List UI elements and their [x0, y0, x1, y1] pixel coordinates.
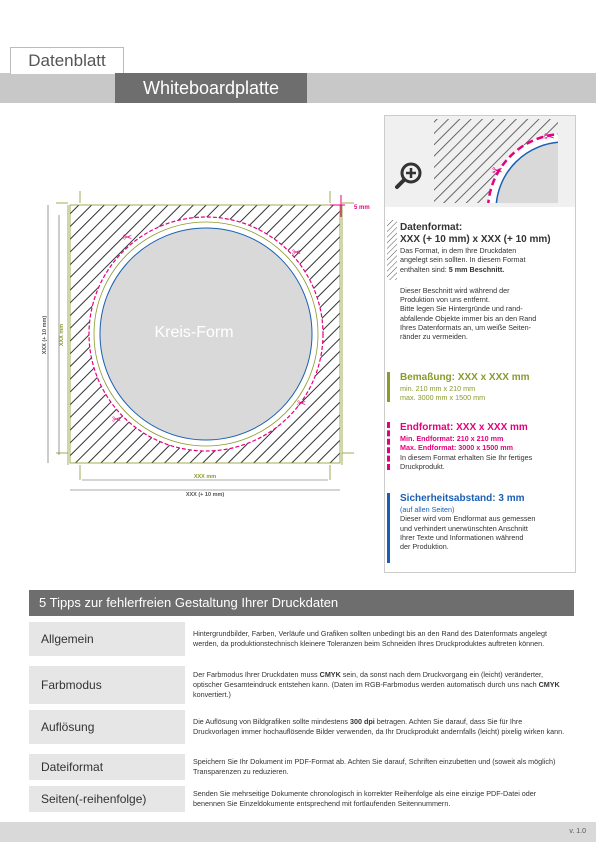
beschnitt-line-4: abfallende Objekte immer bis an den Rand: [400, 313, 537, 323]
sicherheit-line-4: der Produktion.: [400, 542, 449, 552]
zoom-icon: [397, 164, 420, 187]
tip-text: Hintergrundbilder, Farben, Verläufe und Grafiken sollten unbedingt bis an den Rand des Datenformats angelegt werden, da produktionstechnisch kleinere Toleranzen beim Schneiden Ihres Druckproduktes auftreten können.: [193, 629, 548, 648]
scissor-icon: ✂: [292, 246, 302, 259]
width-outer-label: XXX (+ 10 mm): [185, 492, 225, 498]
bemassung-title: Bemaßung: XXX x XXX mm: [400, 372, 530, 383]
datenformat-size: XXX (+ 10 mm) x XXX (+ 10 mm): [400, 234, 551, 245]
tip-text: Senden Sie mehrseitige Dokumente chronologisch in korrekter Reihenfolge als eine einzige PDF-Datei oder benennen Sie Einzeldokumente entsprechend mit fortlaufenden Seitennummern.: [193, 789, 537, 808]
technical-drawing: [0, 105, 384, 505]
bemassung-max: max. 3000 mm x 1500 mm: [400, 393, 486, 403]
beschnitt-line-3: Bitte legen Sie Hintergründe und rand-: [400, 304, 523, 314]
bemassung-bar: [387, 372, 390, 402]
tip-label: Allgemein: [29, 622, 185, 656]
tip-label: Auflösung: [29, 710, 185, 744]
sicherheit-line-1: Dieser wird vom Endformat aus gemessen: [400, 514, 536, 524]
sicherheit-line-2: und verhindert unerwünschten Anschnitt: [400, 523, 528, 533]
endformat-line-1: In diesem Format erhalten Sie Ihr fertiges: [400, 452, 533, 462]
scissor-icon: ✂: [544, 130, 555, 145]
beschnitt-line-6: ränder zu vermeiden.: [400, 332, 468, 342]
height-inner-label: XXX mm: [59, 323, 65, 347]
tip-text: Der Farbmodus Ihrer Druckdaten muss CMYK sein, da sonst nach dem Druckvorgang ein (leicht) veränderter, optischer Gesamteindruck entstehen kann. (Daten im RGB-Farbmodus werden automatisch durch uns nach CMYK konvertiert.): [193, 670, 560, 699]
bemassung-section: [400, 372, 570, 403]
endformat-bar: [387, 422, 393, 470]
datenformat-line-2: angelegt sein sollten. In diesem Format: [400, 255, 526, 265]
width-inner-label: XXX mm: [193, 474, 217, 480]
beschnitt-line-1: Dieser Beschnitt wird während der: [400, 285, 510, 295]
datenformat-section: [400, 222, 570, 342]
scissor-icon: ✂: [123, 231, 133, 244]
page-title: Whiteboardplatte: [115, 73, 307, 103]
tip-row-aufloesung: [29, 710, 574, 744]
zoom-illustration: [384, 115, 576, 207]
sicherheit-bar: [387, 493, 390, 563]
endformat-max: Max. Endformat: 3000 x 1500 mm: [400, 443, 514, 453]
beschnitt-line-2: Produktion von uns entfernt.: [400, 295, 490, 305]
tip-row-farbmodus: [29, 666, 574, 704]
endformat-min: Min. Endformat: 210 x 210 mm: [400, 434, 504, 443]
beschnitt-line-5: Ihres Datenformats an, um weiße Seiten-: [400, 323, 532, 333]
endformat-title: Endformat: XXX x XXX mm: [400, 422, 528, 433]
scissor-icon: ✂: [297, 397, 307, 410]
tip-label: Dateiformat: [29, 754, 185, 780]
shape-label: Kreis-Form: [154, 324, 234, 341]
tip-label: Seiten(-reihenfolge): [29, 786, 185, 812]
datenformat-hatch: [387, 220, 397, 280]
tip-text: Die Auflösung von Bildgrafiken sollte mindestens 300 dpi betragen. Achten Sie darauf, dass Sie für Ihre Druckvorlagen immer hochauflösende Bilder verwenden, da Ihr Druckprodukt andernfalls (leicht) pixelig wirken kann.: [193, 717, 565, 736]
tip-row-allgemein: [29, 622, 574, 656]
endformat-section: [400, 422, 570, 471]
scissor-icon: ✂: [112, 413, 122, 426]
bleed-label: 5 mm: [354, 205, 370, 211]
tip-label: Farbmodus: [29, 666, 185, 704]
scissor-icon: ✂: [492, 164, 503, 179]
sicherheit-section: [400, 493, 570, 551]
datenformat-line-3a: enthalten sind:: [400, 264, 449, 274]
footer-version: v. 1.0: [0, 822, 596, 842]
sicherheit-sub: (auf allen Seiten): [400, 505, 455, 514]
endformat-line-2: Druckprodukt.: [400, 461, 445, 471]
tip-row-dateiformat: [29, 754, 574, 780]
datenformat-line-1: Das Format, in dem Ihre Druckdaten: [400, 246, 517, 255]
sicherheit-line-3: Ihrer Texte und Informationen während: [400, 532, 524, 542]
tip-row-seiten: [29, 786, 574, 812]
tip-text: Speichern Sie Ihr Dokument im PDF-Format ab. Achten Sie darauf, Schriften einzubetten und (soweit als möglich) Transparenzen zu reduzieren.: [193, 757, 556, 776]
sicherheit-title: Sicherheitsabstand: 3 mm: [400, 493, 525, 504]
datenformat-line-3b: 5 mm Beschnitt.: [448, 264, 505, 274]
height-outer-label: XXX (+ 10 mm): [42, 315, 48, 355]
bemassung-min: min. 210 mm x 210 mm: [400, 384, 476, 393]
datenblatt-tab: Datenblatt: [10, 47, 124, 74]
datenformat-title: Datenformat:: [400, 222, 463, 233]
tips-heading: 5 Tipps zur fehlerfreien Gestaltung Ihrer Druckdaten: [29, 590, 574, 616]
